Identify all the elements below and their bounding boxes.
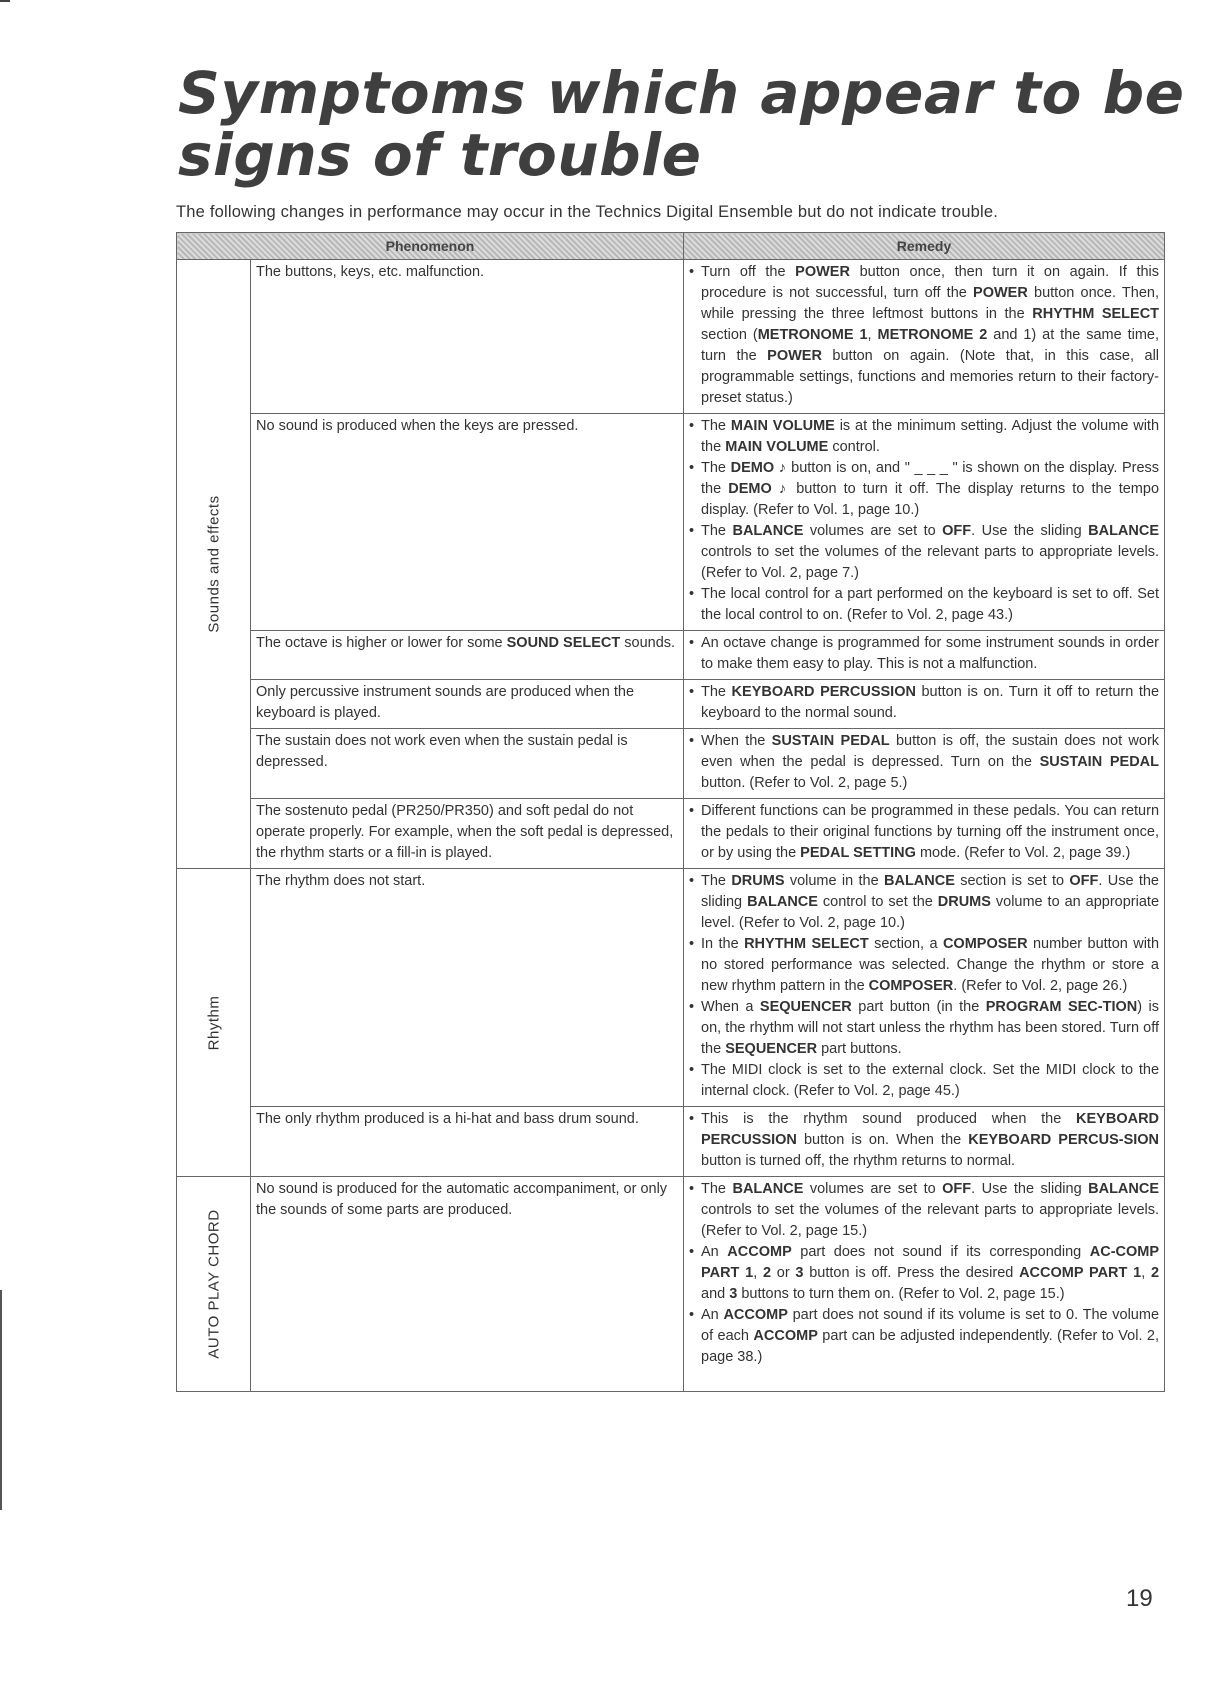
table-header-row bbox=[177, 233, 1165, 260]
remedy-item: • When a SEQUENCER part button (in the PROGRAM SEC-TION) is on, the rhythm will not start unless the rhythm has been stored. Turn off the SEQUENCER part buttons. bbox=[689, 997, 1159, 1060]
category-auto-play-chord bbox=[177, 1177, 251, 1392]
title-line-2: signs of trouble bbox=[178, 121, 702, 189]
category-label: Rhythm bbox=[205, 995, 222, 1050]
remedy-cell bbox=[684, 729, 1165, 799]
remedy-cell bbox=[684, 414, 1165, 631]
remedy-item: • The MAIN VOLUME is at the minimum setting. Adjust the volume with the MAIN VOLUME control. bbox=[689, 416, 1159, 458]
table-row bbox=[177, 680, 1165, 729]
phenomenon-cell: The rhythm does not start. bbox=[251, 869, 684, 1107]
remedy-item: • This is the rhythm sound produced when the KEYBOARD PERCUSSION button is on. When the KEYBOARD PERCUS-SION button is turned off, the rhythm returns to normal. bbox=[689, 1109, 1159, 1172]
table-row bbox=[177, 260, 1165, 414]
remedy-cell bbox=[684, 680, 1165, 729]
category-label: AUTO PLAY CHORD bbox=[205, 1209, 222, 1359]
remedy-item: • Turn off the POWER button once, then turn it on again. If this procedure is not successful, turn off the POWER button once. Then, while pressing the three leftmost buttons in the RHYTHM SELECT section (METRONOME 1, METRONOME 2 and 1) at the same time, turn the POWER button on again. (Note that, in this case, all programmable settings, functions and memories return to their factory-preset status.) bbox=[689, 262, 1159, 409]
troubleshooting-table bbox=[176, 232, 1165, 1392]
table-row bbox=[177, 799, 1165, 869]
phenomenon-cell: The buttons, keys, etc. malfunction. bbox=[251, 260, 684, 414]
remedy-item: • The BALANCE volumes are set to OFF. Use the sliding BALANCE controls to set the volumes of the relevant parts to appropriate levels. (Refer to Vol. 2, page 7.) bbox=[689, 521, 1159, 584]
phenomenon-cell: Only percussive instrument sounds are produced when the keyboard is played. bbox=[251, 680, 684, 729]
phenomenon-cell: The octave is higher or lower for some SOUND SELECT sounds. bbox=[251, 631, 684, 680]
remedy-item: • An octave change is programmed for some instrument sounds in order to make them easy to play. This is not a malfunction. bbox=[689, 633, 1159, 675]
scan-edge-line bbox=[0, 1290, 2, 1510]
page-number: 19 bbox=[1126, 1585, 1153, 1612]
phenomenon-cell: The sostenuto pedal (PR250/PR350) and soft pedal do not operate properly. For example, when the soft pedal is depressed, the rhythm starts or a fill-in is played. bbox=[251, 799, 684, 869]
remedy-item: • Different functions can be programmed in these pedals. You can return the pedals to their original functions by turning off the instrument once, or by using the PEDAL SETTING mode. (Refer to Vol. 2, page 39.) bbox=[689, 801, 1159, 864]
table-row bbox=[177, 869, 1165, 1107]
remedy-item: • The MIDI clock is set to the external clock. Set the MIDI clock to the internal clock. (Refer to Vol. 2, page 45.) bbox=[689, 1060, 1159, 1102]
category-rhythm bbox=[177, 869, 251, 1177]
remedy-item: • The DRUMS volume in the BALANCE section is set to OFF. Use the sliding BALANCE control to set the DRUMS volume to an appropriate level. (Refer to Vol. 2, page 10.) bbox=[689, 871, 1159, 934]
remedy-cell bbox=[684, 1107, 1165, 1177]
remedy-cell bbox=[684, 631, 1165, 680]
corner-mark bbox=[0, 0, 10, 2]
header-remedy: Remedy bbox=[684, 233, 1165, 260]
remedy-item: • In the RHYTHM SELECT section, a COMPOSER number button with no stored performance was selected. Change the rhythm or store a new rhythm pattern in the COMPOSER. (Refer to Vol. 2, page 26.) bbox=[689, 934, 1159, 997]
header-phenomenon: Phenomenon bbox=[177, 233, 684, 260]
remedy-cell bbox=[684, 869, 1165, 1107]
remedy-item: • An ACCOMP part does not sound if its volume is set to 0. The volume of each ACCOMP part can be adjusted independently. (Refer to Vol. 2, page 38.) bbox=[689, 1305, 1159, 1368]
category-label: Sounds and effects bbox=[205, 495, 222, 633]
remedy-cell bbox=[684, 1177, 1165, 1392]
phenomenon-cell: No sound is produced for the automatic accompaniment, or only the sounds of some parts are produced. bbox=[251, 1177, 684, 1392]
page-title bbox=[178, 59, 1185, 189]
remedy-item: • The DEMO ♪ button is on, and " _ _ _ " is shown on the display. Press the DEMO ♪ button to turn it off. The display returns to the tempo display. (Refer to Vol. 1, page 10.) bbox=[689, 458, 1159, 521]
remedy-item: • The BALANCE volumes are set to OFF. Use the sliding BALANCE controls to set the volumes of the relevant parts to appropriate levels. (Refer to Vol. 2, page 15.) bbox=[689, 1179, 1159, 1242]
table-row bbox=[177, 729, 1165, 799]
table-row bbox=[177, 1177, 1165, 1392]
table-row bbox=[177, 414, 1165, 631]
phenomenon-cell: The only rhythm produced is a hi-hat and bass drum sound. bbox=[251, 1107, 684, 1177]
intro-text: The following changes in performance may occur in the Technics Digital Ensemble but do not indicate trouble. bbox=[176, 203, 998, 221]
remedy-item: • The KEYBOARD PERCUSSION button is on. Turn it off to return the keyboard to the normal sound. bbox=[689, 682, 1159, 724]
table-row bbox=[177, 631, 1165, 680]
category-sounds-and-effects bbox=[177, 260, 251, 869]
remedy-cell bbox=[684, 260, 1165, 414]
remedy-item: • An ACCOMP part does not sound if its corresponding AC-COMP PART 1, 2 or 3 button is off. Press the desired ACCOMP PART 1, 2 and 3 buttons to turn them on. (Refer to Vol. 2, page 15.) bbox=[689, 1242, 1159, 1305]
phenomenon-cell: The sustain does not work even when the sustain pedal is depressed. bbox=[251, 729, 684, 799]
remedy-item: • The local control for a part performed on the keyboard is set to off. Set the local control to on. (Refer to Vol. 2, page 43.) bbox=[689, 584, 1159, 626]
remedy-cell bbox=[684, 799, 1165, 869]
phenomenon-cell: No sound is produced when the keys are pressed. bbox=[251, 414, 684, 631]
table-row bbox=[177, 1107, 1165, 1177]
title-line-1: Symptoms which appear to be bbox=[178, 59, 1185, 127]
remedy-item: • When the SUSTAIN PEDAL button is off, the sustain does not work even when the pedal is depressed. Turn on the SUSTAIN PEDAL button. (Refer to Vol. 2, page 5.) bbox=[689, 731, 1159, 794]
